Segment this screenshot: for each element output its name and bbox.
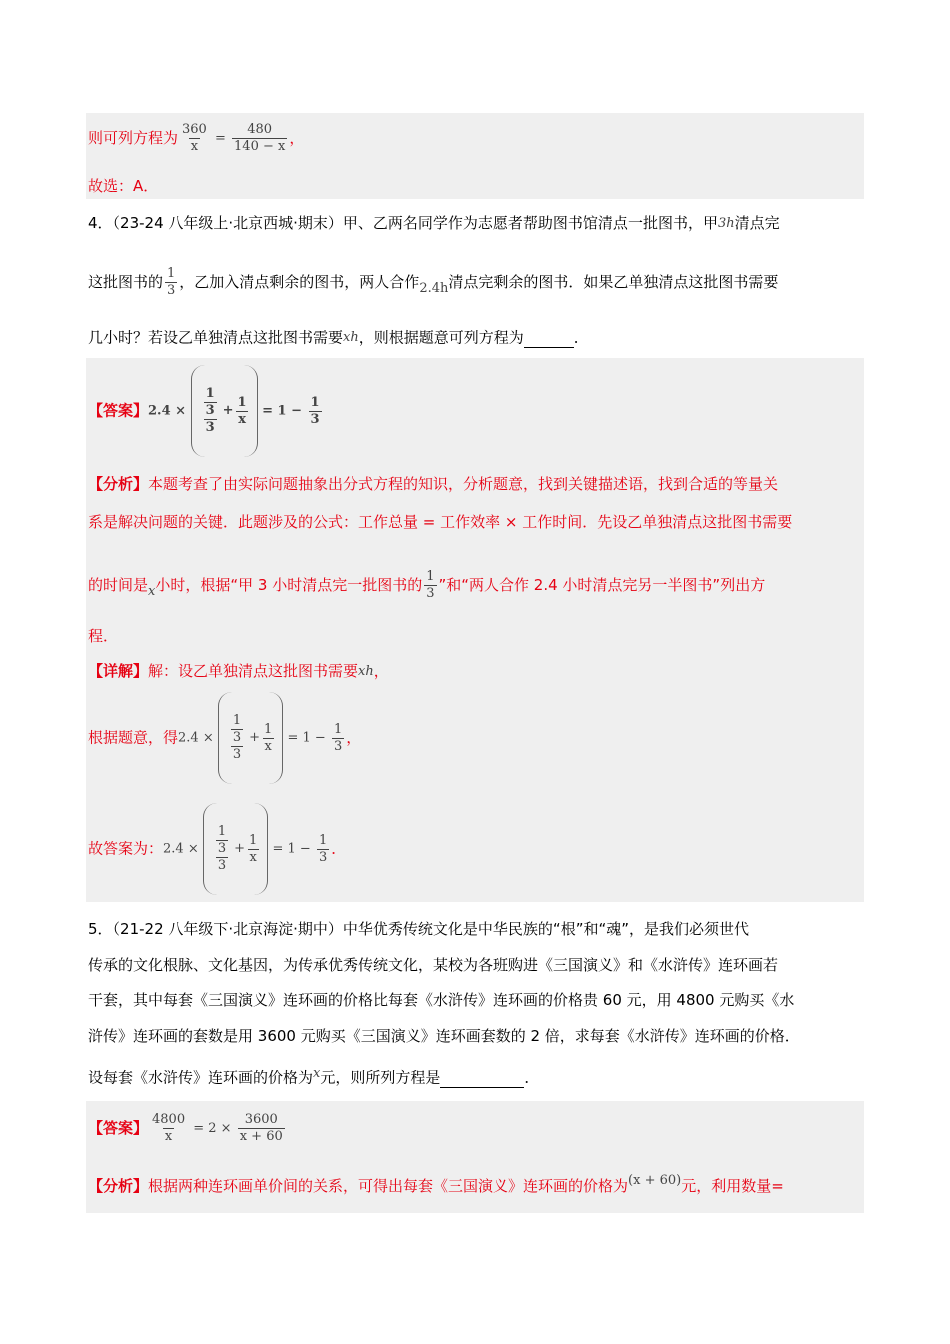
- answer-label: 【答案】: [88, 401, 149, 420]
- q5-line-4: 浒传》连环画的套数是用 3600 元购买《三国演义》连环画套数的 2 倍，求每套《水浒传》连环画的价格．: [88, 1027, 800, 1045]
- q5-line-1: 5．（21-22 八年级下·北京海淀·期中）中华优秀传统文化是中华民族的“根”和“魂”，是我们必须世代: [88, 920, 750, 938]
- q5-line-2: 传承的文化根脉、文化基因，为传承优秀传统文化，某校为各班购进《三国演义》和《水浒传》连环画若: [88, 956, 779, 974]
- q4-analysis-1: 【分析】本题考查了由实际问题抽象出分式方程的知识，分析题意，找到关键描述语，找到合适的等量关: [88, 475, 779, 493]
- q5-analysis: 【分析】根据两种连环画单价间的关系，可得出每套《三国演义》连环画的价格为(x + 60)元，利用数量=: [88, 1172, 784, 1195]
- answer-blank: [440, 1067, 524, 1088]
- q4-detail-1: 【详解】解：设乙单独清点这批图书需要xh，: [88, 662, 389, 680]
- q4-analysis-4: 程．: [88, 627, 119, 645]
- q4-detail-2: 根据题意，得2.4 × $\frac{\frac{1}{3}}{3}$ + $\frac{1}{x}$ = 1 − $\frac{1}{3}$ ，: [88, 692, 361, 784]
- q4-analysis-2: 系是解决问题的关键．此题涉及的公式：工作总量 = 工作效率 × 工作时间．先设乙单独清点这批图书需要: [88, 513, 793, 531]
- q4-detail-equation-1: 2.4 × $\frac{\frac{1}{3}}{3}$ + $\frac{1}{x}$ = 1 − $\frac{1}{3}$: [178, 692, 346, 784]
- analysis-label: 【分析】: [88, 1177, 149, 1195]
- analysis-label: 【分析】: [88, 475, 149, 493]
- q4-line-3: 几小时？若设乙单独清点这批图书需要xh，则根据题意可列方程为 ．: [88, 328, 589, 347]
- q5-answer: [88, 1105, 287, 1152]
- q4-detail-equation-2: 2.4 × $\frac{\frac{1}{3}}{3}$ + $\frac{1}{x}$ = 1 − $\frac{1}{3}$: [163, 803, 331, 895]
- q4-detail-3: 故答案为：2.4 × $\frac{\frac{1}{3}}{3}$ + $\frac{1}{x}$ = 1 − $\frac{1}{3}$ ．: [88, 803, 346, 895]
- detail-label: 【详解】: [88, 662, 149, 680]
- q4-analysis-3: 的时间是x小时，根据“甲 3 小时清点完一批图书的 $\frac{1}{3}$ ”和“两人合作 2.4 小时清点完另一半图书”列出方: [88, 568, 766, 601]
- equation-intro: 则可列方程为: [88, 129, 179, 147]
- q4-line-1: 4．（23-24 八年级上·北京西城·期末）甲、乙两名同学作为志愿者帮助图书馆清点一批图书，甲3h清点完: [88, 214, 780, 232]
- q3-equation: $\frac{360}{x}$ = $\frac{480}{140 - x}$: [182, 121, 286, 154]
- answer-label: 【答案】: [88, 1119, 149, 1137]
- q3-choice: 故选：A．: [88, 177, 159, 195]
- q4-answer: [88, 365, 324, 457]
- q3-equation-line: 则可列方程为 $\frac{360}{x}$ = $\frac{480}{140 - x}$ ，: [88, 118, 304, 159]
- q4-line-2: 这批图书的 $\frac{1}{3}$ ，乙加入清点剩余的图书，两人合作2.4h清点完剩余的图书．如果乙单独清点这批图书需要: [88, 265, 779, 298]
- answer-blank: [524, 327, 574, 348]
- q5-answer-equation: $\frac{4800}{x}$ = 2 × $\frac{3600}{x + 60}$: [152, 1111, 283, 1144]
- q4-answer-equation: 2.4 × $\frac{\frac{1}{3}}{3}$ + $\frac{1}{x}$ = 1 − $\frac{1}{3}$: [148, 365, 324, 457]
- q5-line-3: 干套，其中每套《三国演义》连环画的价格比每套《水浒传》连环画的价格贵 60 元，用 4800 元购买《水: [88, 991, 795, 1009]
- q5-line-5: 设每套《水浒传》连环画的价格为x元，则所列方程是 ．: [88, 1066, 540, 1087]
